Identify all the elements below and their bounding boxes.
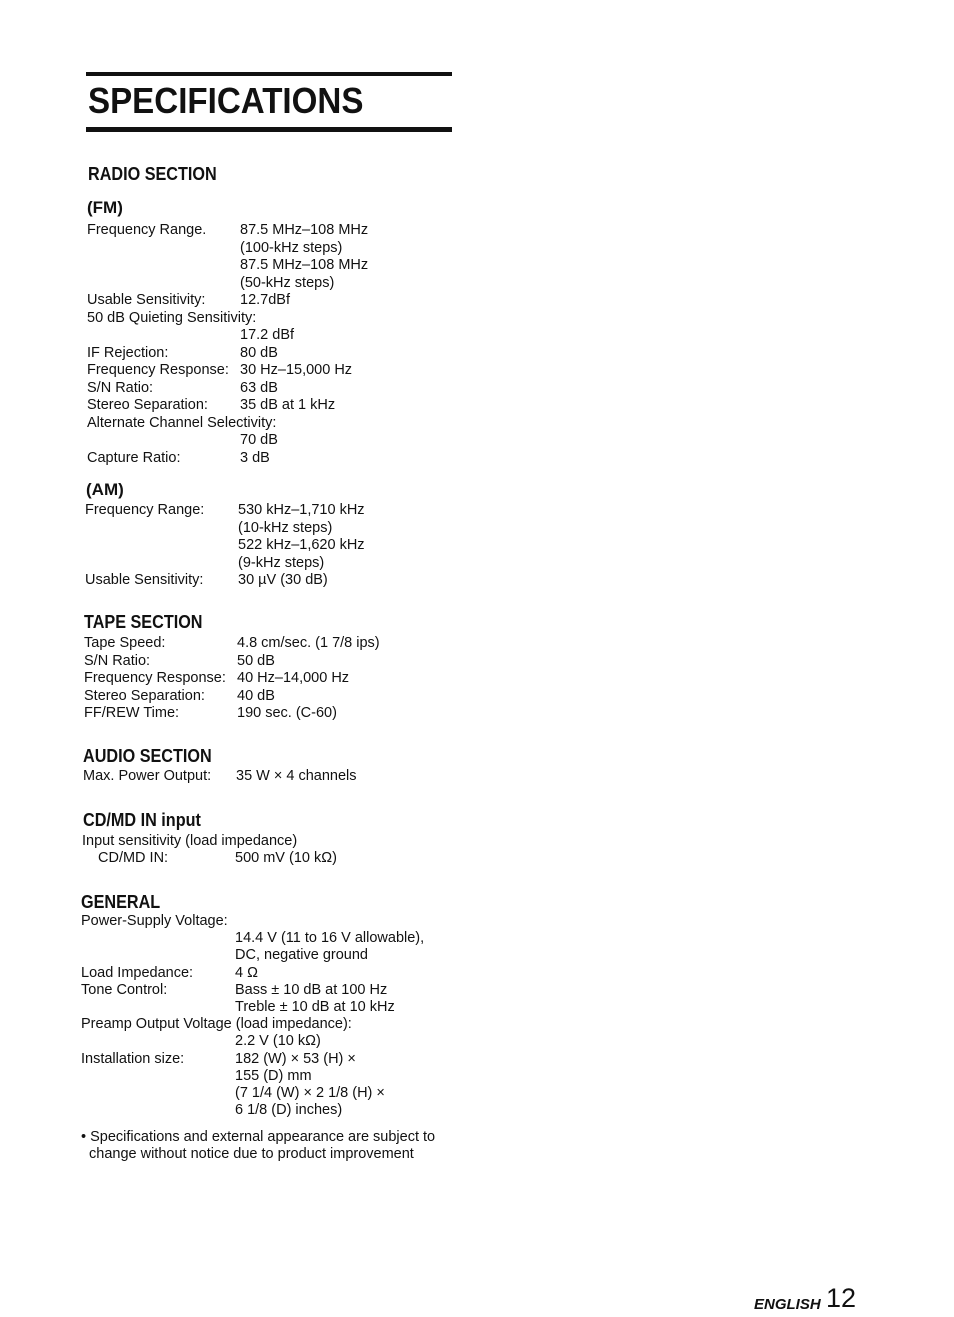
general-section-heading: GENERAL	[81, 892, 161, 912]
spec-value: 4 Ω	[235, 964, 258, 981]
tape-section-heading: TAPE SECTION	[84, 612, 203, 632]
footer-language: ENGLISH	[754, 1296, 821, 1313]
spec-value: 70 dB	[240, 432, 278, 448]
spec-value: (7 1/4 (W) × 2 1/8 (H) ×	[235, 1085, 385, 1101]
spec-value: 63 dB	[240, 379, 278, 396]
spec-value: 30 Hz–15,000 Hz	[240, 362, 353, 378]
spec-label: Usable Sensitivity:	[85, 572, 204, 588]
spec-value: (100-kHz steps)	[240, 239, 343, 256]
note-line-1: • Specifications and external appearance are subject to	[81, 1129, 436, 1145]
spec-label: Stereo Separation:	[84, 687, 205, 704]
spec-value: 4.8 cm/sec. (1 7/8 ips)	[237, 635, 380, 651]
audio-section-heading: AUDIO SECTION	[83, 746, 212, 766]
spec-value: (50-kHz steps)	[240, 274, 335, 291]
spec-label: Frequency Response:	[87, 362, 229, 378]
radio-section-heading: RADIO SECTION	[88, 164, 217, 184]
spec-value: 50 dB	[237, 652, 275, 669]
spec-value: 182 (W) × 53 (H) ×	[235, 1050, 356, 1067]
spec-value: (10-kHz steps)	[238, 519, 333, 536]
spec-value: 80 dB	[240, 344, 278, 361]
spec-label: Usable Sensitivity:	[87, 292, 206, 308]
spec-value: 87.5 MHz–108 MHz	[240, 257, 369, 273]
am-heading: (AM)	[86, 480, 124, 499]
spec-value: 30 µV (30 dB)	[238, 572, 328, 588]
spec-value: 2.2 V (10 kΩ)	[235, 1033, 321, 1050]
spec-value: 530 kHz–1,710 kHz	[238, 502, 365, 518]
spec-value: 6 1/8 (D) inches)	[235, 1102, 343, 1119]
spec-label: S/N Ratio:	[87, 379, 154, 396]
spec-value: 17.2 dBf	[240, 327, 295, 343]
spec-value: 35 W × 4 channels	[236, 768, 357, 784]
note-line-2: change without notice due to product improvement	[89, 1146, 414, 1162]
spec-value: Treble ± 10 dB at 10 kHz	[235, 999, 395, 1015]
spec-label: Tone Control:	[81, 981, 168, 998]
spec-label: Load Impedance:	[81, 964, 194, 981]
spec-label: S/N Ratio:	[84, 652, 151, 669]
spec-label: Power-Supply Voltage:	[81, 913, 228, 929]
spec-value: 190 sec. (C-60)	[237, 705, 337, 721]
title-top-rule	[86, 72, 452, 76]
cdmd-in-label: CD/MD IN:	[98, 850, 169, 866]
spec-value: 40 dB	[237, 687, 275, 704]
cdmd-in-value: 500 mV (10 kΩ)	[235, 850, 337, 866]
fm-heading: (FM)	[87, 198, 123, 217]
spec-value: 14.4 V (11 to 16 V allowable),	[235, 930, 425, 947]
spec-label: FF/REW Time:	[84, 705, 180, 721]
spec-value: 40 Hz–14,000 Hz	[237, 670, 350, 686]
spec-value: 155 (D) mm	[235, 1067, 312, 1084]
spec-label: Frequency Response:	[84, 670, 226, 686]
spec-value: Bass ± 10 dB at 100 Hz	[235, 981, 388, 998]
page-number: 12	[826, 1283, 857, 1313]
spec-label: Stereo Separation:	[87, 397, 208, 413]
spec-value: 87.5 MHz–108 MHz	[240, 222, 369, 238]
spec-value: DC, negative ground	[235, 947, 368, 964]
spec-label: Max. Power Output:	[83, 768, 212, 784]
spec-value: 522 kHz–1,620 kHz	[238, 537, 365, 553]
cdmd-section-heading: CD/MD IN input	[83, 810, 201, 830]
spec-label: Frequency Range:	[85, 502, 205, 518]
spec-label: Tape Speed:	[84, 635, 166, 651]
spec-value: 12.7dBf	[240, 292, 290, 308]
spec-value: 3 dB	[240, 449, 270, 466]
spec-label: Preamp Output Voltage (load impedance):	[81, 1016, 352, 1033]
title-bottom-rule	[86, 127, 452, 132]
page-title: SPECIFICATIONS	[88, 80, 364, 121]
spec-label: Capture Ratio:	[87, 449, 181, 466]
spec-value: 35 dB at 1 kHz	[240, 397, 336, 413]
spec-label: 50 dB Quieting Sensitivity:	[87, 309, 257, 326]
spec-label: Frequency Range.	[87, 222, 207, 238]
cdmd-sensitivity-label: Input sensitivity (load impedance)	[82, 833, 298, 849]
spec-label: Installation size:	[81, 1050, 185, 1067]
spec-value: (9-kHz steps)	[238, 554, 325, 571]
spec-label: IF Rejection:	[87, 344, 169, 361]
spec-label: Alternate Channel Selectivity:	[87, 414, 277, 431]
